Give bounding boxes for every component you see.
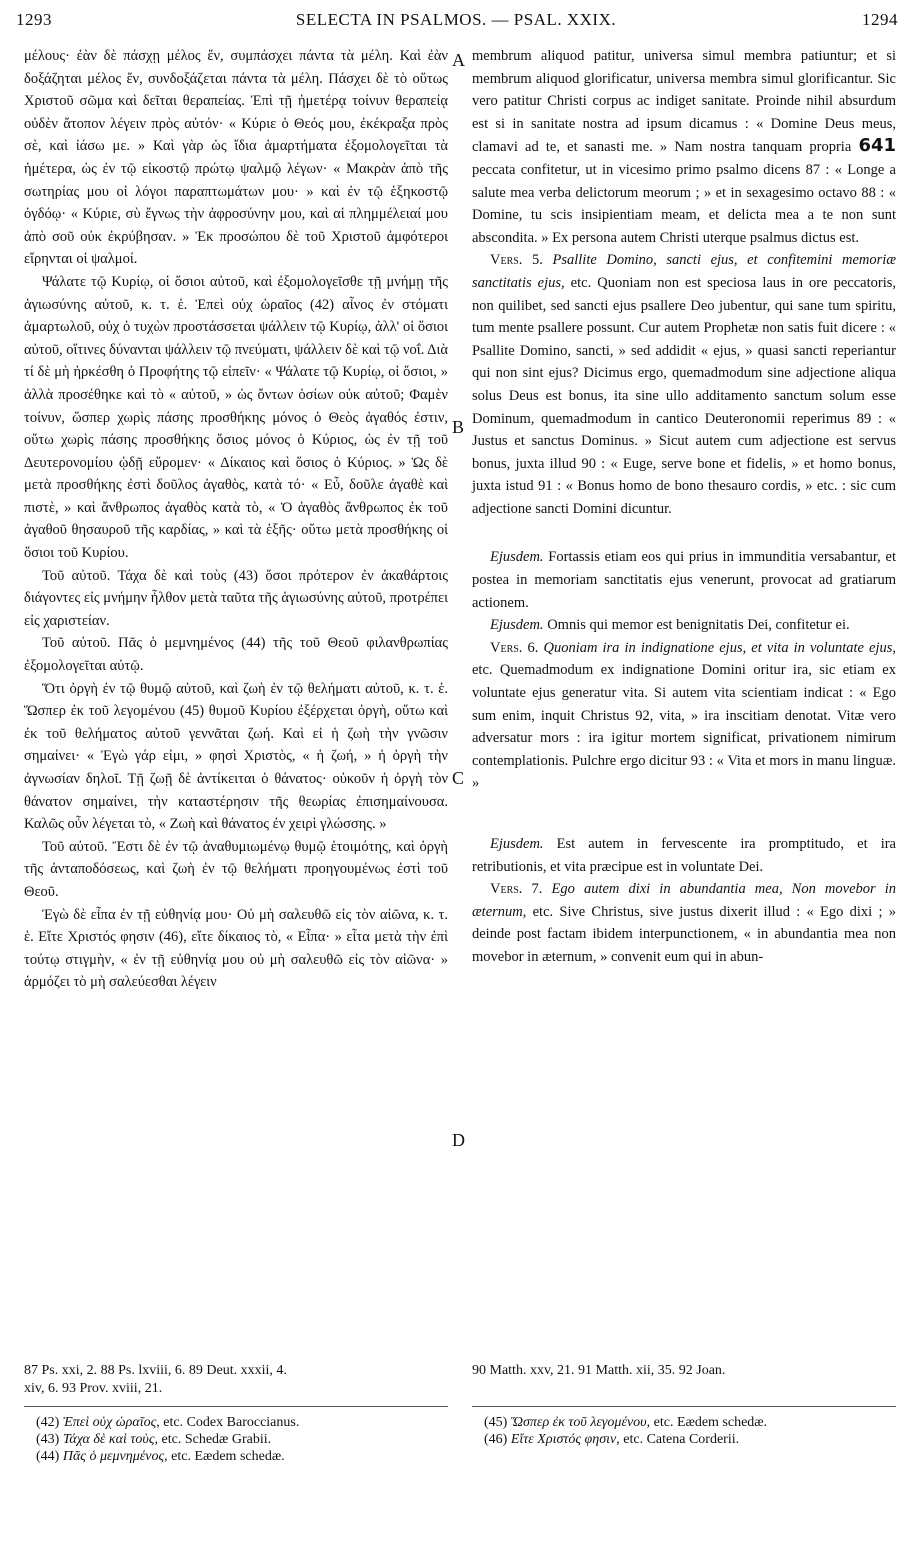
column-number: 641 [858, 135, 897, 157]
latin-paragraph: Ejusdem. Omnis qui memor est benignitatis Dei, confitetur ei. [490, 617, 850, 634]
greek-paragraph: Ὅτι ὀργὴ ἐν τῷ θυμῷ αὐτοῦ, καὶ ζωὴ ἐν τῷ θελήματι αὐτοῦ, κ. τ. ἑ. Ὥσπερ ἐκ τοῦ λεγομένου (45) θυμοῦ Κυρίου ἐξέρχεται ὀργὴ, οὕτω καὶ ἐκ τοῦ θελήματος αὐτοῦ γεννᾶται ζωή. Καὶ εἰ ἡ ζωὴ τὴν γνῶσιν σημαίνει· « Ἐγὼ γάρ εἰμι, » φησὶ Χριστὸς, « ἡ ζωή, » ἡ ὀργὴ τὴν ἀγνωσίαν δηλοῖ. Τῇ ζωῇ δὲ ἀντίκειται ὁ θάνατος· οὐκοῦν ἡ ὀργὴ τὸν θάνατον σημαίνει, τὴν καταστέρησιν τῆς θεωρίας ἐπισημαίνουσα. Καλῶς οὖν λέγεται τὸ, « Ζωὴ καὶ θάνατος ἐν χειρὶ γλώσσης. » [24, 680, 448, 833]
page-number-left: 1293 [16, 10, 52, 29]
notes-divider-left [24, 1406, 448, 1407]
footnote-refs-left: 87 Ps. xxi, 2. 88 Ps. lxviii, 6. 89 Deut. xxxii, 4. xiv, 6. 93 Prov. xviii, 21. [24, 1363, 287, 1396]
notes-right [472, 1414, 896, 1448]
notes-left [24, 1414, 448, 1465]
greek-column [24, 45, 448, 994]
footnote-refs-right: 90 Matth. xxv, 21. 91 Matth. xii, 35. 92 Joan. [472, 1363, 726, 1378]
note: (42) Ἐπεὶ οὐχ ὡραῖος, etc. Codex Baroccianus. [36, 1415, 300, 1430]
page-number-right: 1294 [862, 10, 898, 29]
latin-paragraph: Vers. 6. Quoniam ira in indignatione ejus, et vita in voluntate ejus, etc. Quemadmodum ex indignatione Domini oritur ira, sic etiam ex voluntate ejus generatur vita. Si autem vita scientiam indicat : « Ego sum enim, inquit Christus 92, vita, » ira inscitiam denotat. Vitæ vero adversatur mors : ira igitur mortem significat, privationem nimirum contemplationis. Pulchre ergo dicitur 93 : « Vita et mors in manu linguæ. » [472, 639, 896, 792]
latin-paragraph: Ejusdem. Fortassis etiam eos qui prius in immunditia versabantur, et postea in memoriam sanctitatis ejus venerunt, provocat ad gratiarum actionem. [472, 549, 896, 611]
greek-paragraph: Τοῦ αὐτοῦ. Τάχα δὲ καὶ τοὺς (43) ὅσοι πρότερον ἐν ἀκαθάρτοις διάγοντες εἰς μνήμην ἦλθον μετὰ ταῦτα τῆς ἁγιωσύνης αὐτοῦ, προτρέπει εἰς χαριστείαν. [24, 567, 448, 629]
margin-mark-b: B [452, 417, 465, 437]
margin-mark-c: C [452, 768, 465, 788]
latin-paragraph: Vers. 5. Psallite Domino, sancti ejus, et confitemini memoriæ sanctitatis ejus, etc. Quoniam non est speciosa laus in ore peccatoris, non quilibet, sed sancti ejus psallere Deo jubentur, qui sane tum spiritu, tum mente psallere possunt. Cur autem Prophetæ non satis fuit dicere : « Psallite Domino, sancti, » sed addidit « ejus, » quasi sancti reperiantur qui non sint ejus? Dicimus ergo, quemadmodum sine adjectione aliqua solus Deus est bonus, ita sine ullo additamento sanctum solum esse Dominum, quemadmodum in cantico Deuteronomii reperimus 89 : « Justus et sanctus Dominus. » Sicut autem cum adjectione est servus bonus, juxta illud 90 : « Euge, serve bone et fidelis, » et homo bonus, juxta istud 91 : « Bonus homo de bono thesauro cordis, » etc. : sic cum adjectione sancti Domini dicuntur. [472, 252, 896, 517]
greek-paragraph: Τοῦ αὐτοῦ. Ἔστι δὲ ἐν τῷ ἀναθυμιωμένῳ θυμῷ ἑτοιμότης, καὶ ὀργὴ τῆς ἀνταποδόσεως, καὶ ζωὴ ἐν τῷ θελήματι προηγουμένως ἐστὶ τοῦ Θεοῦ. [24, 838, 448, 900]
notes-divider-right [472, 1406, 896, 1407]
note: (45) Ὥσπερ ἐκ τοῦ λεγομένου, etc. Eædem schedæ. [484, 1415, 768, 1430]
greek-paragraph: Τοῦ αὐτοῦ. Πᾶς ὁ μεμνημένος (44) τῆς τοῦ Θεοῦ φιλανθρωπίας ἐξομολογεῖται αὐτῷ. [24, 635, 448, 675]
note: (43) Τάχα δὲ καὶ τοὺς, etc. Schedæ Grabii. [36, 1432, 272, 1447]
margin-mark-d: D [452, 1130, 465, 1150]
note: (46) Εἴτε Χριστός φησιν, etc. Catena Corderii. [484, 1432, 740, 1447]
greek-paragraph: Ἐγὼ δὲ εἶπα ἐν τῇ εὐθηνίᾳ μου· Οὐ μὴ σαλευθῶ εἰς τὸν αἰῶνα, κ. τ. ἑ. Εἴτε Χριστός φησιν (46), εἴτε δίκαιος τὸ, « Εἶπα· » εἶτα μετὰ τὴν ἐπὶ τούτῳ στιγμὴν, « ἐν τῇ εὐθηνίᾳ μου οὐ μὴ σαλευθῶ εἰς τὸν αἰῶνα· » ἁρμόζει τὸ μὴ σαλεύεσθαι λέγειν [24, 906, 448, 991]
greek-paragraph: Ψάλατε τῷ Κυρίῳ, οἱ ὅσιοι αὐτοῦ, καὶ ἐξομολογεῖσθε τῇ μνήμῃ τῆς ἁγιωσύνης αὐτοῦ, κ. τ. ἑ. Ἐπεὶ οὐχ ὡραῖος (42) αἶνος ἐν στόματι ἁμαρτωλοῦ, οὐχ ὁ τυχὼν προστάσσεται ψάλλειν τῷ Κυρίῳ, ἀλλ' οἱ ὅσιοι αὐτοῦ, οἵτινες δύνανται ψάλλειν τῷ πνεύματι, ψάλλειν δὲ καὶ τῷ νοΐ. Διὰ τί δὲ μὴ ἠρκέσθη ὁ Προφήτης τῷ εἰπεῖν· « Ψάλατε τῷ Κυρίῳ, οἱ ὅσιοι, » ἀλλὰ προσέθηκε καὶ τὸ « αὐτοῦ, » ὡς ὄντων ὁσίων οὐκ αὐτοῦ; Φαμὲν τοίνυν, ὥσπερ χωρὶς πάσης προσθήκης μόνος ὁ Θεὸς ἀγαθός ἐστιν, οὕτω χωρὶς πάσης προσθήκης ὅσιος μόνος ὁ Κύριος, ὡς ἐν τῇ τοῦ Δευτερονομίου ᾠδῇ εὕρομεν· « Δίκαιος καὶ ὅσιος ὁ Κύριος. » Ὡς δὲ μετὰ προσθήκης ἐστὶ δοῦλος ἀγαθὸς, κατὰ τό· « Εὖ, δοῦλε ἀγαθὲ καὶ πιστὲ, » καὶ ἄνθρωπος ἀγαθὸς κατὰ τὸ, « Ὁ ἀγαθὸς ἄνθρωπος ἐκ τοῦ ἀγαθοῦ θησαυροῦ τῆς καρδίας, » καὶ τὰ ἑξῆς· οὕτω μετὰ προσθήκης οἱ ὅσιοι τοῦ Κυρίου. [24, 273, 448, 562]
margin-mark-a: A [452, 50, 465, 70]
running-title: SELECTA IN PSALMOS. — PSAL. XXIX. [295, 10, 617, 29]
note: (44) Πᾶς ὁ μεμνημένος, etc. Eædem schedæ. [36, 1449, 285, 1464]
latin-paragraph: Vers. 7. Ego autem dixi in abundantia mea, Non movebor in æternum, etc. Sive Christus, sive justus dixerit illud : « Ego dixi ; » deinde post factam ibidem interpunctionem, « in abundantia mea non movebor in æternum, » convenit eum qui in abun- [472, 881, 897, 965]
latin-paragraph: Ejusdem. Est autem in fervescente ira promptitudo, et ira retributionis, et vita præcipue est in voluntate Dei. [472, 836, 896, 875]
greek-paragraph: μέλους· ἐὰν δὲ πάσχῃ μέλος ἕν, συμπάσχει πάντα τὰ μέλη. Καὶ ἐὰν δοξάζηται μέλος ἕν, συνδοξάζεται πάντα τὰ μέλη. Πάσχει δὲ τὸ οὕτως Χριστοῦ σῶμα καὶ δεῖται θεραπείας. Ἐπὶ τῇ ἡμετέρᾳ τοίνυν θεραπείᾳ οὐδὲν ἄτοπον λέγειν πρὸς αὐτόν· « Κύριε ὁ Θεός μου, ἐκέκραξα πρὸς σὲ, καὶ ἰάσω με. » Καὶ γὰρ ὡς ἴδια ἁμαρτήματα ἐξομολογεῖται τὰ ἡμέτερα, ὡς ἐν τῷ εἰκοστῷ πρώτῳ ψαλμῷ λέγων· « Μακρὰν ἀπὸ τῆς σωτηρίας μου οἱ λόγοι παραπτωμάτων μου· » καὶ ἐν τῷ ἑξηκοστῷ ὀγδόῳ· « Κύριε, σὺ ἔγνως τὴν ἀφροσύνην μου, καὶ αἱ πλημμέλειαί μου ἀπὸ σοῦ οὐκ ἐκρύβησαν. » Ἐκ προσώπου δὲ τοῦ Χριστοῦ ἀμφότεροι εἴρηνται οἱ ψαλμοί. [24, 48, 448, 268]
running-header [0, 10, 912, 36]
latin-paragraph: membrum aliquod patitur, universa simul membra patiuntur; et si membrum aliquod glorificatur, universa membra simul glorificantur. Sic vero patitur Christi corpus ac indiget sanitate. Proinde nihil absurdum est si in sanitate nostra ad ipsum dicamus : « Domine Deus meus, clamavi ad te, et sanasti me. » Nam nostra tanquam propria 641 peccata confitetur, ut in vicesimo primo psalmo dicens 87 : « Longe a salute mea verba delictorum meorum ; » et in sexagesimo octavo 88 : « Domine, tu scis insipientiam meam, et delicta mea a te non sunt abscondita. » Ex persona autem Christi uterque psalmus dictus est. [472, 48, 897, 246]
latin-column [472, 45, 896, 969]
